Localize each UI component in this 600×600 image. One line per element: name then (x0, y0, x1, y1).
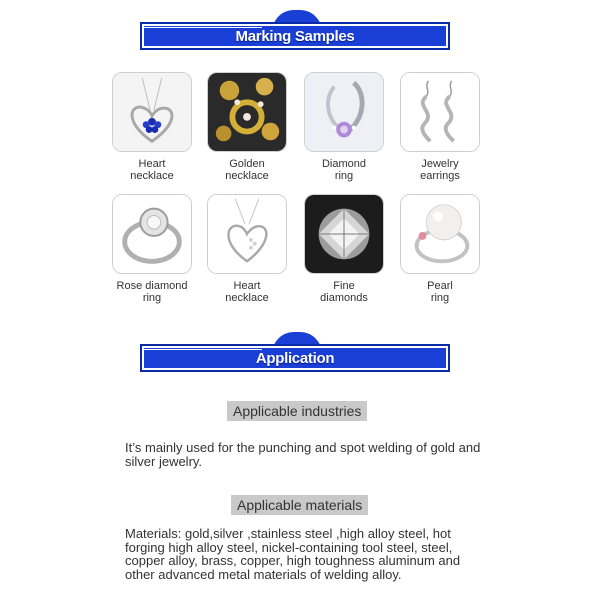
golden-necklace-image (207, 72, 287, 152)
sample-caption-line1: Pearl (427, 280, 453, 292)
sample-card-golden-necklace (207, 72, 287, 182)
sample-card-heart-necklace-2 (207, 194, 287, 304)
sample-caption-line2: necklace (225, 292, 269, 304)
sample-card-jewelry-earrings (400, 72, 480, 182)
pearl-ring-image (400, 194, 480, 274)
jewelry-earrings-image (400, 72, 480, 152)
sample-card-diamond-ring (304, 72, 384, 182)
sample-caption-line2: necklace (130, 170, 174, 182)
application-banner (140, 344, 450, 372)
fine-diamonds-image (304, 194, 384, 274)
sample-caption-line2: earrings (420, 170, 460, 182)
sample-card-heart-necklace (112, 72, 192, 182)
industries-text: It’s mainly used for the punching and spot welding of gold and silver jewelry. (125, 440, 481, 469)
sample-caption-line2: necklace (225, 170, 269, 182)
heart-necklace-2-image (207, 194, 287, 274)
sample-caption-line1: Heart (233, 280, 261, 292)
sample-caption-line2: diamonds (320, 292, 368, 304)
sample-caption-line2: ring (142, 292, 162, 304)
materials-text: Materials: gold,silver ,stainless steel ,high alloy steel, hot forging high alloy steel, nickel-containing tool steel, steel, copper alloy, brass, copper, high toughness aluminum and other advanced metal materials of welding alloy. (125, 526, 461, 582)
sample-caption-line1: Heart (138, 158, 166, 170)
marking-samples-title: Marking Samples (235, 27, 355, 45)
sample-caption-line2: ring (430, 292, 450, 304)
sample-card-fine-diamonds (304, 194, 384, 304)
heart-necklace-image (112, 72, 192, 152)
sample-caption-line1: Diamond (321, 158, 367, 170)
sample-caption-line1: Golden (229, 158, 265, 170)
marking-samples-banner (140, 22, 450, 50)
materials-label: Applicable materials (231, 495, 368, 515)
sample-caption-line1: Jewelry (421, 158, 459, 170)
sample-caption-line1: Fine (333, 280, 355, 292)
application-title: Application (255, 349, 335, 367)
diamond-ring-image (304, 72, 384, 152)
rose-diamond-ring-image (112, 194, 192, 274)
sample-card-rose-diamond-ring (112, 194, 192, 304)
sample-caption-line2: ring (334, 170, 354, 182)
industries-label: Applicable industries (227, 401, 367, 421)
sample-caption-line1: Rose diamond (116, 280, 188, 292)
sample-card-pearl-ring (400, 194, 480, 304)
